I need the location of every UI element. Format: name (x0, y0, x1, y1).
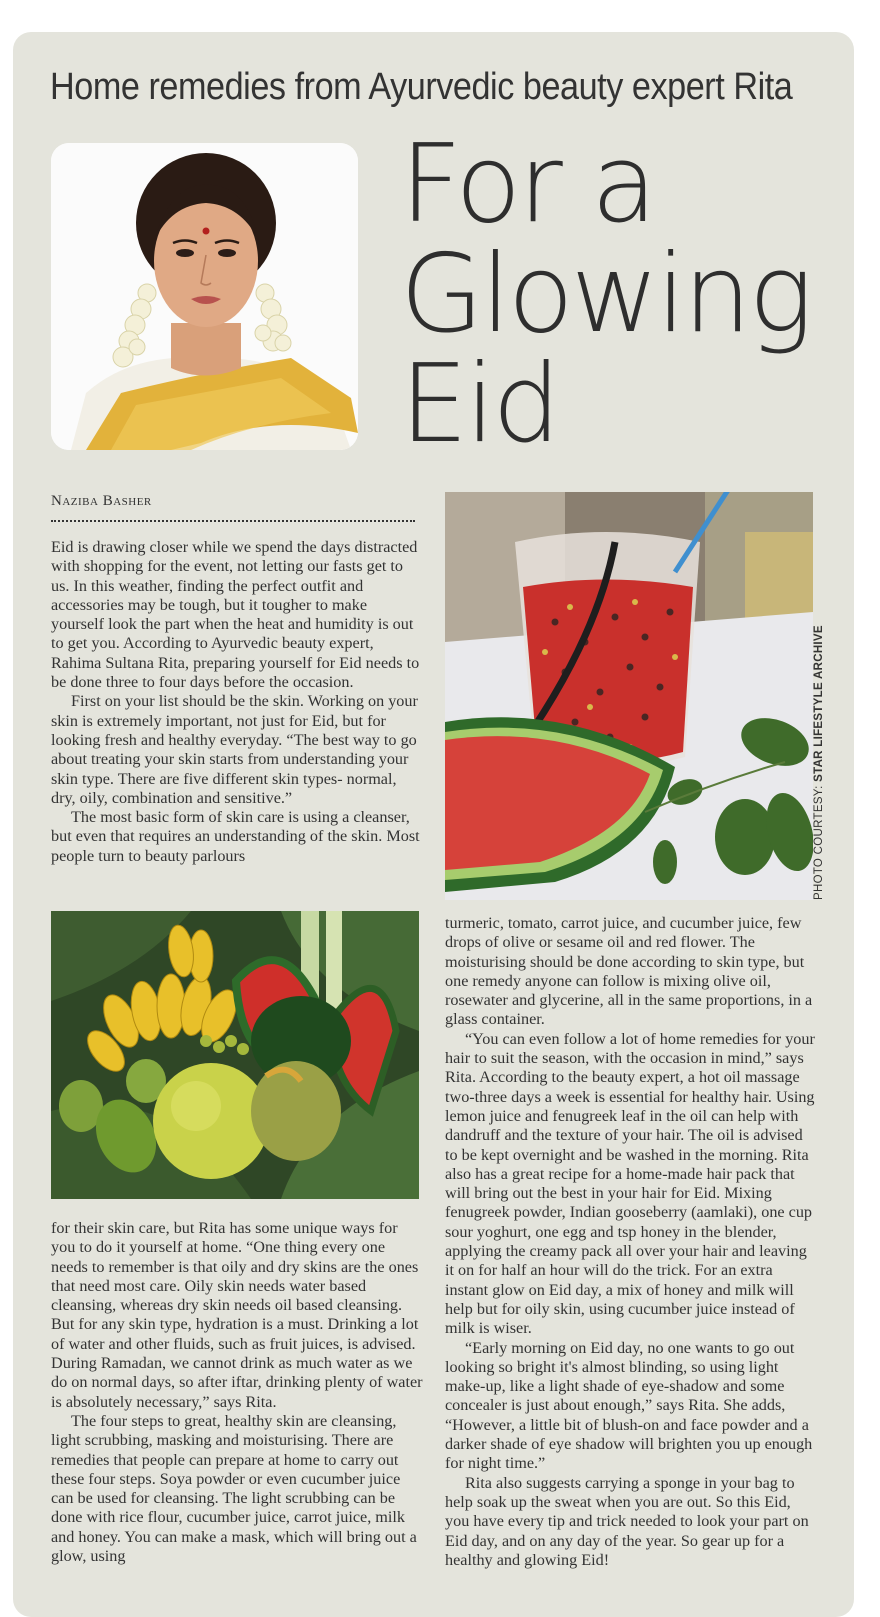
paragraph: “You can even follow a lot of home remedies for your hair to suit the season, with the occasion in mind,” says Rita. According to the beauty expert, a hot oil massage two-three days a week is essential for healthy hair. Using lemon juice and fenugreek leaf in the oil can help with dandruff and the texture of your hair. The oil is advised to be kept overnight and be washed in the morning. Rita also has a great recipe for a home-made hair pack that will bring out the best in your hair for Eid. Mixing fenugreek powder, Indian gooseberry (aamlaki), one cup sour yoghurt, one egg and tsp honey in the blender, applying the creamy pack all over your hair and leaving it on for half an hour will do the trick. For an extra instant glow on Eid day, a mix of honey and milk will help but for oily skin, using cucumber juice instead of milk is wiser. (445, 1029, 815, 1338)
paragraph: The most basic form of skin care is using a cleanser, but even that requires an understanding of the skin. Most people turn to beauty parlours (51, 808, 420, 865)
article-column-1-bottom (51, 1219, 423, 1566)
paragraph: First on your list should be the skin. Working on your skin is extremely important, not just for Eid, but for looking fresh and healthy everyday. “The best way to go about treating your skin starts from understanding your skin type. There are five different skin types- normal, dry, oily, combination and sensitive.” (51, 692, 418, 807)
article-column-2-bottom (445, 914, 817, 1570)
photo-credit (813, 610, 825, 900)
feature-title (400, 122, 840, 467)
juice-photo (445, 492, 813, 900)
author-byline: Naziba Basher (51, 493, 152, 509)
paragraph: “Early morning on Eid day, no one wants to go out looking so bright it's almost blinding, so using light make-up, like a light shade of eye-shadow and some concealer is just about enough,” says Rita. She adds, “However, a little bit of blush-on and face powder and a darker shade of eye shadow will brighten you up enough for night time.” (445, 1338, 813, 1473)
paragraph: for their skin care, but Rita has some unique ways for you to do it yourself at home. “One thing every one needs to remember is that oily and dry skins are the ones that need most care. Oily skin needs water based cleansing, whereas dry skin needs oil based cleansing. But for any skin type, hydration is a must. Drinking a lot of water and other fluids, such as fruit juices, is advised. During Ramadan, we cannot drink as much water as we do on normal days, so after iftar, drinking plenty of water is absolutely necessary,” says Rita. (51, 1219, 423, 1411)
paragraph: The four steps to great, healthy skin are cleansing, light scrubbing, masking and moisturising. There are remedies that people can prepare at home to carry out these four steps. Soya powder or even cucumber juice can be used for cleansing. The light scrubbing can be done with rice flour, cucumber juice, carrot juice, milk and honey. You can make a mask, which will bring out a glow, using (51, 1411, 417, 1566)
title-line-1: For a (400, 122, 655, 247)
article-column-1-top (51, 538, 423, 866)
portrait-photo (51, 143, 358, 450)
dotted-divider (51, 520, 415, 522)
photo-credit-source: STAR LIFESTYLE ARCHIVE (813, 625, 825, 782)
photo-credit-prefix: PHOTO COURTESY: (813, 781, 825, 900)
headline: Home remedies from Ayurvedic beauty expert Rita (50, 66, 793, 108)
paragraph: Rita also suggests carrying a sponge in your bag to help soak up the sweat when you are out. So this Eid, you have every tip and trick needed to look your part on Eid day, and on any day of the year. So gear up for a healthy and glowing Eid! (445, 1473, 809, 1569)
fruit-photo (51, 911, 419, 1199)
paragraph: turmeric, tomato, carrot juice, and cucumber juice, few drops of olive or sesame oil and red flower. The moisturising should be done according to skin type, but one remedy anyone can follow is mixing olive oil, rosewater and glycerine, all in the same proportions, in a glass container. (445, 914, 813, 1029)
title-line-3: Eid (400, 342, 558, 467)
paragraph: Eid is drawing closer while we spend the days distracted with shopping for the event, not letting our fasts get to us. In this weather, finding the perfect outfit and accessories may be tough, but it tougher to make yourself look the part when the heat and humidity is out to get you. According to Ayurvedic beauty expert, Rahima Sultana Rita, preparing yourself for Eid needs to be done three to four days before the occasion. (51, 538, 420, 692)
title-line-2: Glowing (400, 232, 811, 357)
